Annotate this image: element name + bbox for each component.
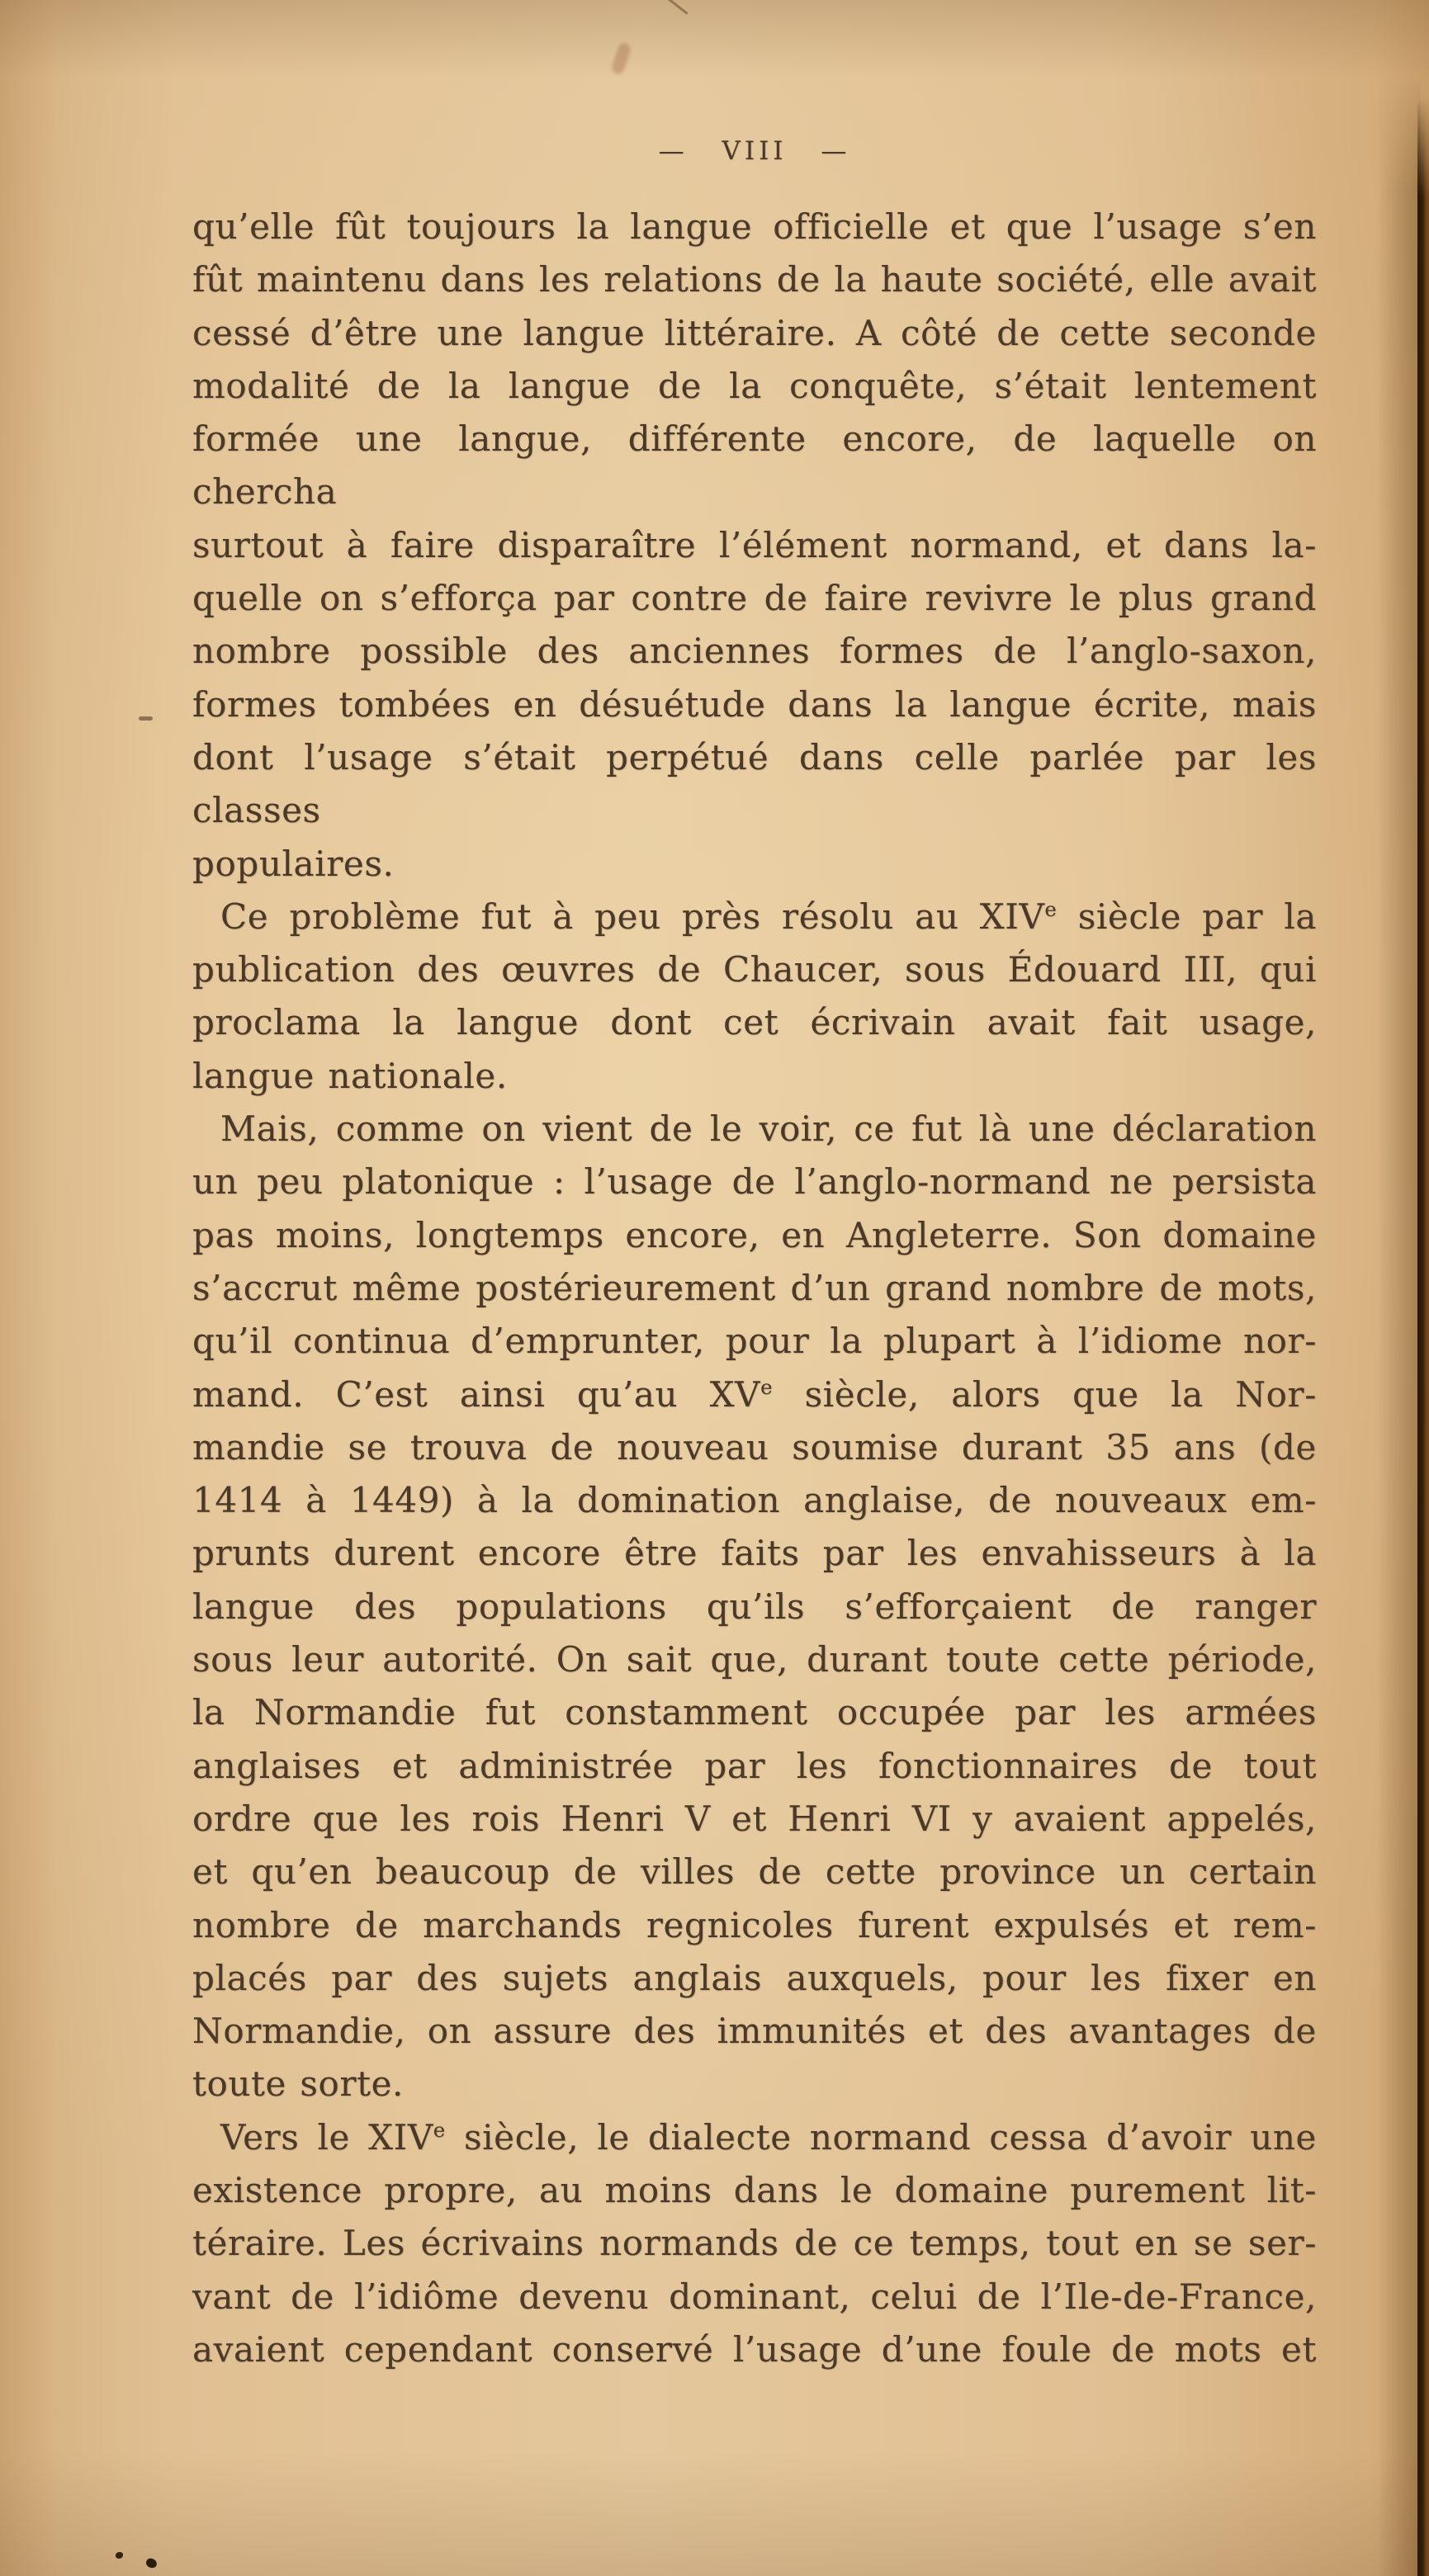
text-line: la Normandie fut constamment occupée par les armées <box>192 1692 1317 1733</box>
text-line: populaires. <box>192 843 395 884</box>
ink-speck <box>145 2557 159 2569</box>
text-line: placés par des sujets anglais auxquels, pour les fixer en <box>192 1957 1317 1998</box>
text-line: cessé d’être une langue littéraire. A côté de cette seconde <box>192 312 1317 353</box>
book-gutter-edge <box>1417 97 1429 2576</box>
text-line: un peu platonique : l’usage de l’anglo-normand ne persista <box>192 1161 1317 1203</box>
text-line: Mais, comme on vient de le voir, ce fut là une déclaration <box>220 1108 1317 1150</box>
page-edge-shadow <box>1378 74 1421 2576</box>
text-line: modalité de la langue de la conquête, s’était lentement <box>192 365 1317 406</box>
ordinal-superscript: e <box>760 1374 774 1399</box>
text-line: fût maintenu dans les relations de la haute société, elle avait <box>192 259 1317 300</box>
text-line: avaient cependant conservé l’usage d’une foule de mots et <box>192 2328 1317 2370</box>
text-line: ordre que les rois Henri V et Henri VI y avaient appelés, <box>192 1798 1317 1839</box>
ordinal-superscript: e <box>433 2117 446 2142</box>
text-line: Ce problème fut à peu près résolu au XIVe siècle par la <box>220 896 1317 937</box>
paper-scratch <box>667 0 688 15</box>
text-line: langue des populations qu’ils s’efforçaient de ranger <box>192 1586 1317 1627</box>
text-line: mand. C’est ainsi qu’au XVe siècle, alors que la Nor- <box>192 1373 1317 1415</box>
text-line: qu’elle fût toujours la langue officielle et que l’usage s’en <box>192 206 1317 247</box>
text-line: Normandie, on assure des immunités et des avantages de <box>192 2011 1317 2052</box>
paper-smudge <box>610 42 632 76</box>
text-line: qu’il continua d’emprunter, pour la plupart à l’idiome nor- <box>192 1321 1317 1362</box>
text-line: langue nationale. <box>192 1055 508 1096</box>
text-line: anglaises et administrée par les fonctionnaires de tout <box>192 1745 1317 1786</box>
text-line: nombre de marchands regnicoles furent expulsés et rem- <box>192 1904 1317 1945</box>
margin-dash-mark <box>139 716 153 721</box>
text-line: 1414 à 1449) à la domination anglaise, de nouveaux em- <box>192 1480 1317 1521</box>
ordinal-superscript: e <box>1044 896 1058 921</box>
text-line: nombre possible des anciennes formes de l’anglo-saxon, <box>192 631 1317 672</box>
text-line: toute sorte. <box>192 2063 404 2105</box>
text-line: et qu’en beaucoup de villes de cette province un certain <box>192 1851 1317 1893</box>
text-line: mandie se trouva de nouveau soumise durant 35 ans (de <box>192 1426 1317 1468</box>
page-number-header: — VIII — <box>658 136 851 166</box>
text-line: formes tombées en désuétude dans la langue écrite, mais <box>192 683 1317 725</box>
text-line: quelle on s’efforça par contre de faire revivre le plus grand <box>192 578 1317 619</box>
text-line: s’accrut même postérieurement d’un grand nombre de mots, <box>192 1267 1317 1308</box>
text-line: Vers le XIVe siècle, le dialecte normand cessa d’avoir une <box>220 2116 1318 2158</box>
text-line: sous leur autorité. On sait que, durant toute cette période, <box>192 1639 1317 1680</box>
text-line: publication des œuvres de Chaucer, sous Édouard III, qui <box>192 949 1317 990</box>
text-line: téraire. Les écrivains normands de ce temps, tout en se ser- <box>192 2223 1317 2264</box>
text-line: existence propre, au moins dans le domaine purement lit- <box>192 2169 1317 2210</box>
text-line: vant de l’idiôme devenu dominant, celui de l’Ile-de-France, <box>192 2276 1317 2317</box>
text-line: dont l’usage s’était perpétué dans celle parlée par les classes <box>192 736 1317 831</box>
ink-speck <box>116 2552 123 2559</box>
text-line: pas moins, longtemps encore, en Angleterre. Son domaine <box>192 1214 1317 1255</box>
text-line: proclama la langue dont cet écrivain avait fait usage, <box>192 1002 1317 1043</box>
text-line: formée une langue, différente encore, de laquelle on chercha <box>192 418 1317 513</box>
text-line: prunts durent encore être faits par les envahisseurs à la <box>192 1533 1317 1574</box>
text-line: surtout à faire disparaître l’élément normand, et dans la- <box>192 524 1317 565</box>
text-block <box>192 201 1317 2376</box>
